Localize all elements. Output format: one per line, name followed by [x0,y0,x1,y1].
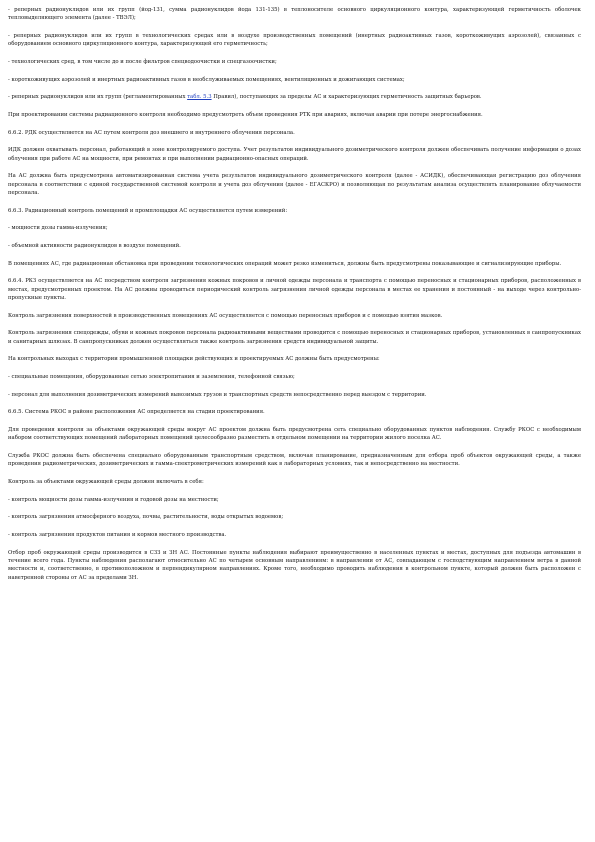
paragraph: В помещениях АС, где радиационная обстановка при проведении технологических операций может резко измениться, должны быть предусмотрены показывающие и сигнализирующие приборы. [8,260,562,267]
paragraph: - реперных радионуклидов или их групп (йод-131, сумма радионуклидов йода 131-135) в теплоносителе основного циркуляционного контура, характеризующей герметичность оболочек тепловыделяющего элемента (далее - ТВЭЛ); [8,7,581,22]
paragraph: - объемной активности радионуклидов в воздухе помещений. [8,243,181,250]
paragraph: - контроль мощности дозы гамма-излучения и годовой дозы на местности; [8,496,219,503]
paragraph: Служба РКОС должна быть обеспечена специально оборудованным транспортным средством, включая планирование, предназначенным для отбора проб объектов окружающей среды, а также проведения радиометрических, дозиметрических и гамма-спектрометрических измерений как в лабораторных условиях, так и непосредственно на местности. [8,453,581,468]
paragraph [8,93,581,101]
paragraph-text: Правил), поступающих за пределы АС и характеризующих герметичность защитных барьеров. [211,94,482,101]
paragraph: 6.6.3. Радиационный контроль помещений и промплощадки АС осуществляется путем измерений: [8,207,288,214]
paragraph: 6.6.4. РКЗ осуществляется на АС посредством контроля загрязнения кожных покровов и личной одежды персонала и транспорта с помощью переносных и стационарных приборов, расположенных в местах, предусмотренных проектом. На АС должны проводиться периодический контроль загрязнения личной одежды персонала в местах ее хранения и постоянный - на выходе через контрольно-пропускные пункты. [8,278,581,302]
paragraph: - специальные помещения, оборудованные сетью электропитания и заземления, телефонной связью; [8,374,295,381]
paragraph: 6.6.2. РДК осуществляется на АС путем контроля доз внешнего и внутреннего облучения персонала. [8,129,295,136]
paragraph: - короткоживущих аэрозолей и инертных радиоактивных газов в необслуживаемых помещениях, вентиляционных и дожигающих системах; [8,76,405,83]
paragraph: - персонал для выполнения дозиметрических измерений вывозимых грузов и транспортных средств непосредственно перед выездом с территории. [8,391,427,398]
paragraph: Контроль за объектами окружающей среды должен включать в себя: [8,479,204,486]
paragraph: Для проведения контроля за объектами окружающей среды вокруг АС проектом должна быть предусмотрена сеть специально оборудованных пунктов наблюдения. Службу РКОС с необходимым набором соответствующих помещений лабораторных помещений целесообразно разместить в отдельном помещении на территории жилого поселка АС. [8,427,581,442]
paragraph: - контроль загрязнения атмосферного воздуха, почвы, растительности, воды открытых водоемов; [8,514,284,521]
paragraph: - реперных радионуклидов или их групп в технологических средах или в воздухе производственных помещений (инертных радиоактивных газов, короткоживущих аэрозолей), связанных с оборудованием основного циркуляционного контура, характеризующей его герметичность; [8,32,581,48]
paragraph-text: - реперных радионуклидов или их групп (регламентированных [8,94,188,101]
paragraph: При проектировании системы радиационного контроля необходимо предусмотреть объем проведения РТК при авариях, включая аварии при потере энергоснабжения. [8,112,483,119]
paragraph: - технологических сред, в том числе до и после фильтров спецводоочистки и спецгазоочистки; [8,58,277,65]
paragraph: Контроль загрязнения поверхностей в производственных помещениях АС осуществляется с помощью переносных приборов и с помощью взятия мазков. [8,312,443,319]
paragraph: 6.6.5. Система РКОС в районе расположения АС определяется на стадии проектирования. [8,409,265,416]
paragraph: На контрольных выходах с территории промышленной площадки действующих и проектируемых АС должны быть предусмотрены: [8,356,380,363]
paragraph: Контроль загрязнения спецодежды, обуви и кожных покровов персонала радиоактивными веществами проводится с помощью переносных и стационарных приборов, установленных в санпропускниках и санитарных шлюзах. В санпропускниках должен осуществляться также контроль загрязнения средств индивидуальной защиты. [8,330,581,345]
paragraph: - контроль загрязнения продуктов питания и кормов местного производства. [8,532,227,539]
paragraph: Отбор проб окружающей среды производится в СЗЗ и ЗН АС. Постоянные пункты наблюдения выбирают преимущественно в населенных пунктах и местах, доступных для подъезда автомашин в течение всего года. Пункты наблюдения располагают относительно АС по четырем основным направлениям: в направлении от АС, совпадающем с господствующим направлением ветра в данной местности и, соответственно, в противоположном и перпендикулярном направлениях. Кроме того, необходимо проводить наблюдения в контрольном пункте, который должен быть расположен с наветренной стороны от АС за пределами ЗН. [8,549,581,581]
table-reference-link[interactable]: табл. 5.3 [187,94,212,101]
paragraph: На АС должна быть предусмотрена автоматизированная система учета результатов индивидуального дозиметрического контроля (далее - АСИДК), обеспечивающая регистрацию доз облучения персонала в соответствии с единой государственной системой контроля и учета доз облучения (далее - ЕГАСКРО) и позволяющая по результатам анализа осуществлять планирование облучаемости персонала. [8,173,581,196]
paragraph: ИДК должен охватывать персонал, работающий в зоне контролируемого доступа. Учет результатов индивидуального дозиметрического контроля должен обеспечивать получение информации о дозах облучения при работе АС на мощности, при ремонтах и при выполнении радиационно-опасных операций. [8,147,581,162]
paragraph: - мощности дозы гамма-излучения; [8,225,108,232]
